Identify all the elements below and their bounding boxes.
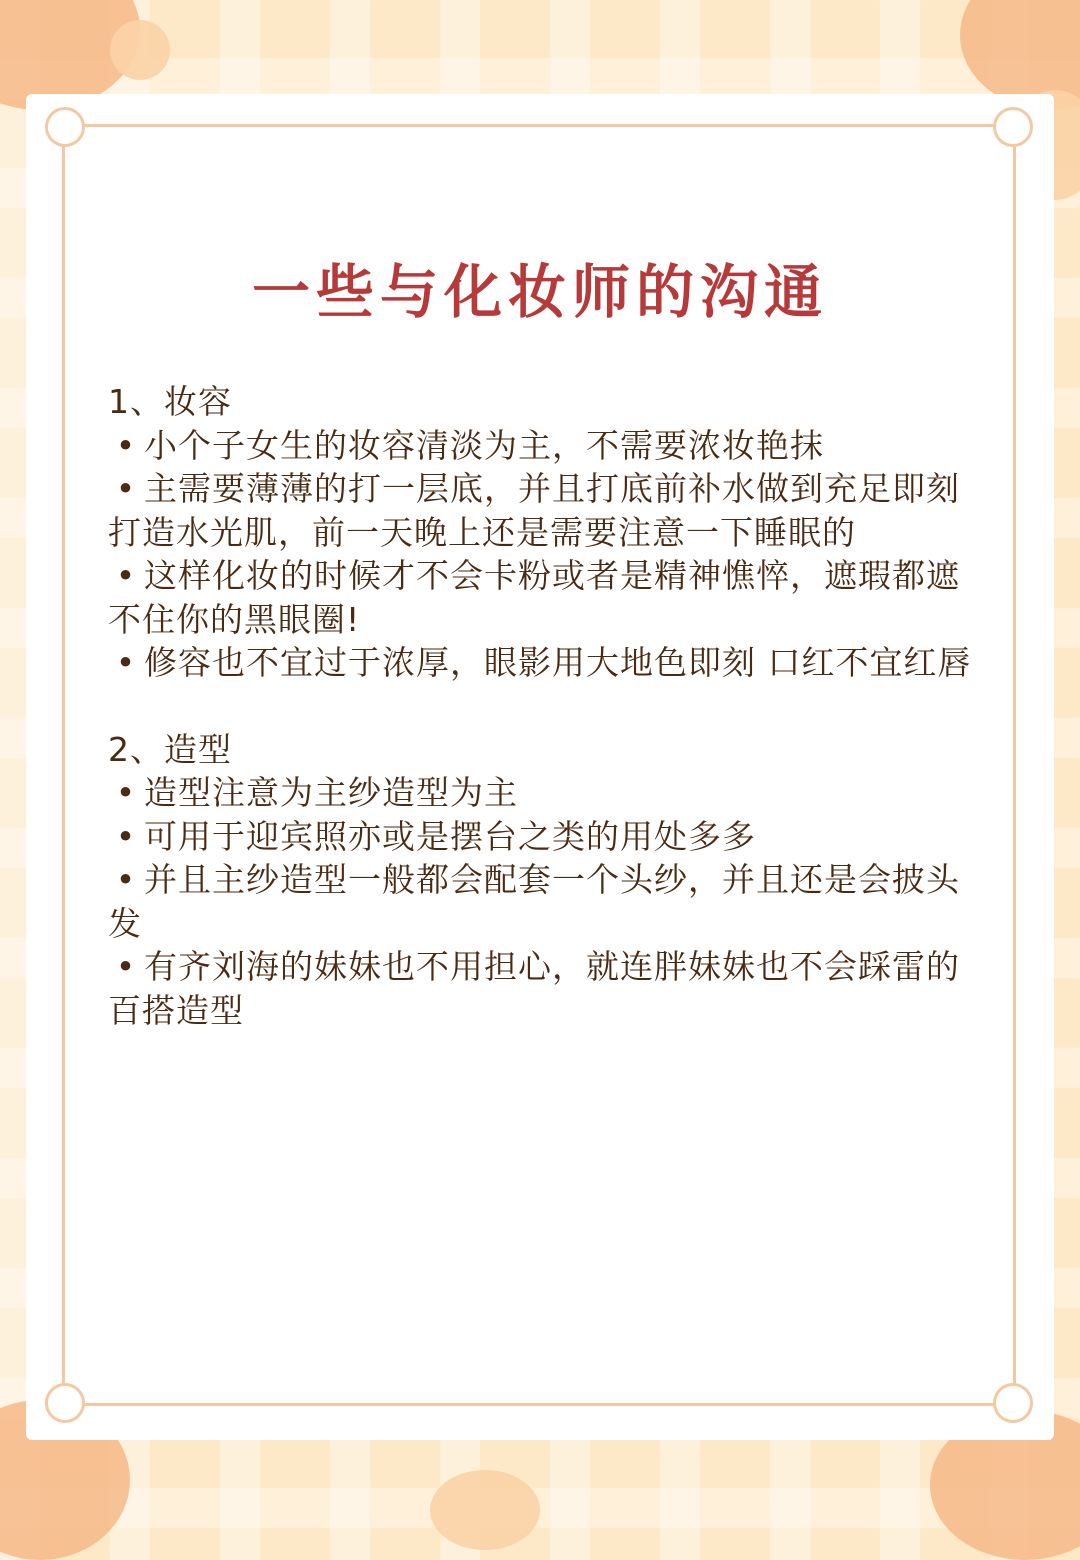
article-body xyxy=(108,380,978,1075)
frame-corner-bottom-left xyxy=(45,1383,85,1423)
list-item xyxy=(108,858,978,945)
list-item-text: 并且主纱造型一般都会配套一个头纱，并且还是会披头发 xyxy=(108,860,960,943)
bullet-dot: • xyxy=(115,947,137,986)
list-item-text: 小个子女生的妆容清淡为主，不需要浓妆艳抹 xyxy=(144,425,824,465)
page-title: 一些与化妆师的沟通 xyxy=(251,258,828,326)
bullet-dot: • xyxy=(115,816,137,856)
frame-corner-bottom-right xyxy=(993,1383,1033,1423)
bullet-dot: • xyxy=(115,643,137,682)
bullet-dot: • xyxy=(115,425,137,465)
bullet-dot: • xyxy=(115,773,137,812)
decor-blob-bottom-mid xyxy=(430,1470,540,1550)
frame-corner-top-left xyxy=(45,107,85,147)
list-item xyxy=(108,554,978,641)
section-heading: 2、造型 xyxy=(108,729,232,769)
list-item-text: 有齐刘海的妹妹也不用担心，就连胖妹妹也不会踩雷的百搭造型 xyxy=(108,947,960,1030)
bullet-dot: • xyxy=(115,556,137,595)
list-item xyxy=(108,467,978,554)
list-item xyxy=(108,945,978,1032)
list-item xyxy=(108,424,978,468)
bullet-dot: • xyxy=(115,469,137,508)
section-makeup xyxy=(108,380,978,685)
list-item xyxy=(108,771,978,815)
frame-corner-top-right xyxy=(993,107,1033,147)
list-item xyxy=(108,641,978,685)
bullet-dot: • xyxy=(115,860,137,899)
list-item-text: 主需要薄薄的打一层底，并且打底前补水做到充足即刻打造水光肌，前一天晚上还是需要注意一下睡眠的 xyxy=(108,469,960,552)
list-item-text: 这样化妆的时候才不会卡粉或者是精神憔悴，遮瑕都遮不住你的黑眼圈! xyxy=(108,556,960,639)
decor-blob-top-left-small xyxy=(110,20,170,80)
section-heading: 1、妆容 xyxy=(108,382,232,421)
list-item-text: 修容也不宜过于浓厚，眼影用大地色即刻 口红不宜红唇 xyxy=(144,643,972,682)
section-styling xyxy=(108,728,978,1033)
list-item xyxy=(108,815,978,859)
list-item-text: 可用于迎宾照亦或是摆台之类的用处多多 xyxy=(144,816,756,856)
list-item-text: 造型注意为主纱造型为主 xyxy=(144,773,518,812)
